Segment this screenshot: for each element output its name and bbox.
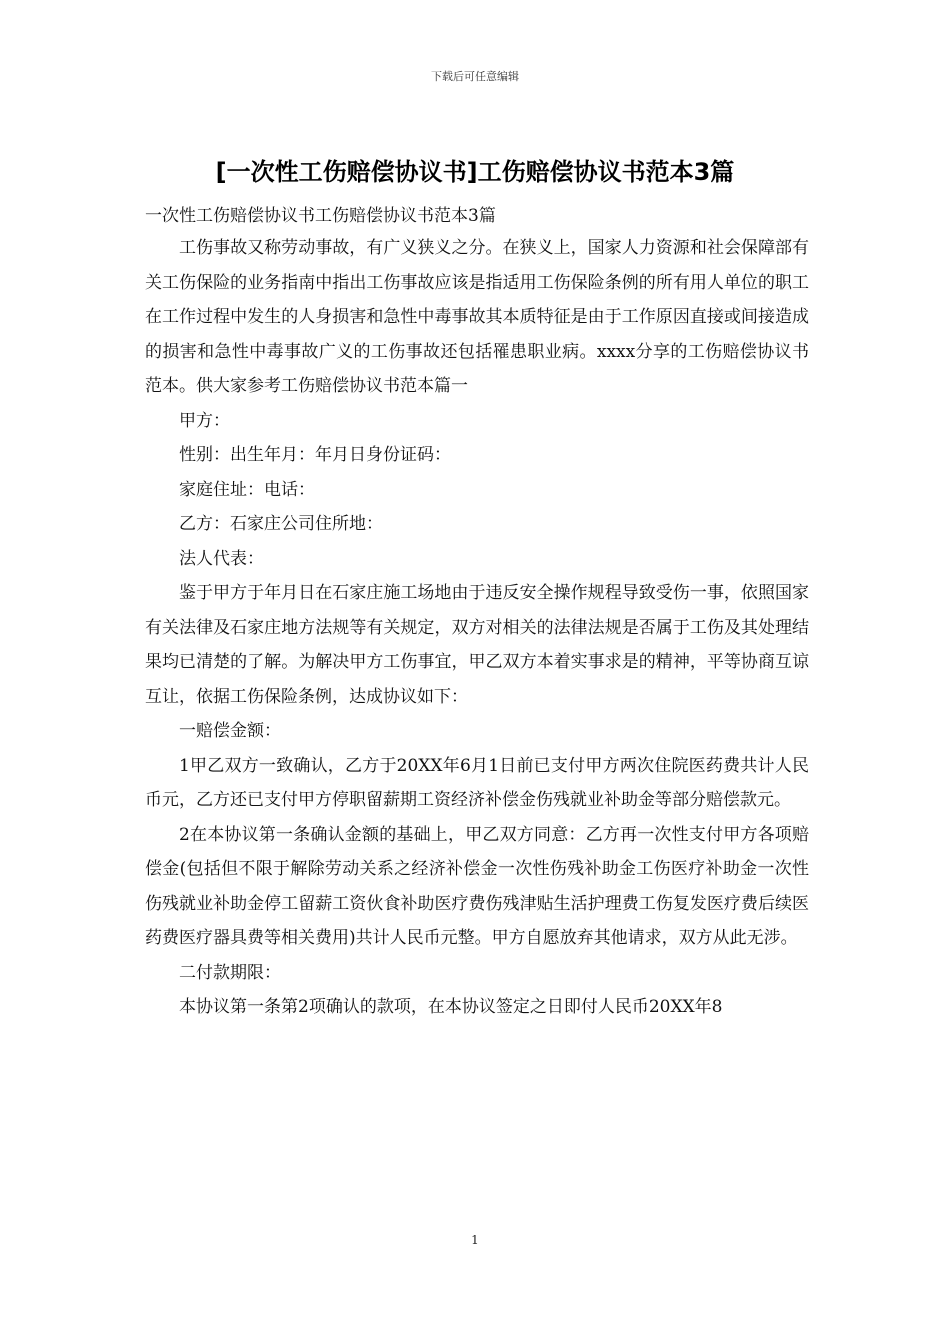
paragraph-address-phone: 家庭住址：电话： <box>179 479 315 500</box>
page-number: 1 <box>471 1233 479 1247</box>
paragraph-payment: 本协议第一条第2项确认的款项，在本协议签定之日即付人民币20XX年8 <box>179 997 723 1017</box>
paragraph-clause-1: 1甲乙双方一致确认，乙方于20XX年6月1日前已支付甲方两次住院医药费共计人民币元，乙方还已支付甲方停职留薪期工资经济补偿金伤残就业补助金等部分赔偿款元。 <box>145 755 809 810</box>
paragraph-legal-rep: 法人代表： <box>179 548 264 569</box>
section-heading-compensation: 一赔偿金额： <box>179 721 281 741</box>
paragraph-whereas: 鉴于甲方于年月日在石家庄施工场地由于违反安全操作规程导致受伤一事，依照国家有关法律及石家庄地方法规等有关规定，双方对相关的法律法规是否属于工伤及其处理结果均已清楚的了解。为解决甲方工伤事宜，甲乙双方本着实事求是的精神，平等协商互谅互让，依据工伤保险条例，达成协议如下： <box>145 583 809 707</box>
header-note: 下载后可任意编辑 <box>431 70 519 83</box>
document-body <box>145 231 809 1025</box>
paragraph-intro: 工伤事故又称劳动事故，有广义狭义之分。在狭义上，国家人力资源和社会保障部有关工伤保险的业务指南中指出工伤事故应该是指适用工伤保险条例的所有用人单位的职工在工作过程中发生的人身损害和急性中毒事故其本质特征是由于工作原因直接或间接造成的损害和急性中毒事故广义的工伤事故还包括罹患职业病。xxxx分享的工伤赔偿协议书范本。供大家参考工伤赔偿协议书范本篇一 <box>145 238 809 396</box>
document-title: [一次性工伤赔偿协议书]工伤赔偿协议书范本3篇 <box>215 158 735 186</box>
paragraph-gender-birth-id: 性别：出生年月：年月日身份证码： <box>179 445 451 465</box>
document-subtitle: 一次性工伤赔偿协议书工伤赔偿协议书范本3篇 <box>145 206 496 226</box>
paragraph-clause-2: 2在本协议第一条确认金额的基础上，甲乙双方同意：乙方再一次性支付甲方各项赔偿金(包括但不限于解除劳动关系之经济补偿金一次性伤残补助金工伤医疗补助金一次性伤残就业补助金停工留薪工资伙食补助医疗费伤残津贴生活护理费工伤复发医疗费后续医药费医疗器具费等相关费用)共计人民币元整。甲方自愿放弃其他请求，双方从此无涉。 <box>145 824 809 948</box>
section-heading-payment-term: 二付款期限： <box>179 962 281 983</box>
paragraph-party-b: 乙方：石家庄公司住所地： <box>179 514 383 534</box>
paragraph-party-a: 甲方： <box>179 410 230 431</box>
